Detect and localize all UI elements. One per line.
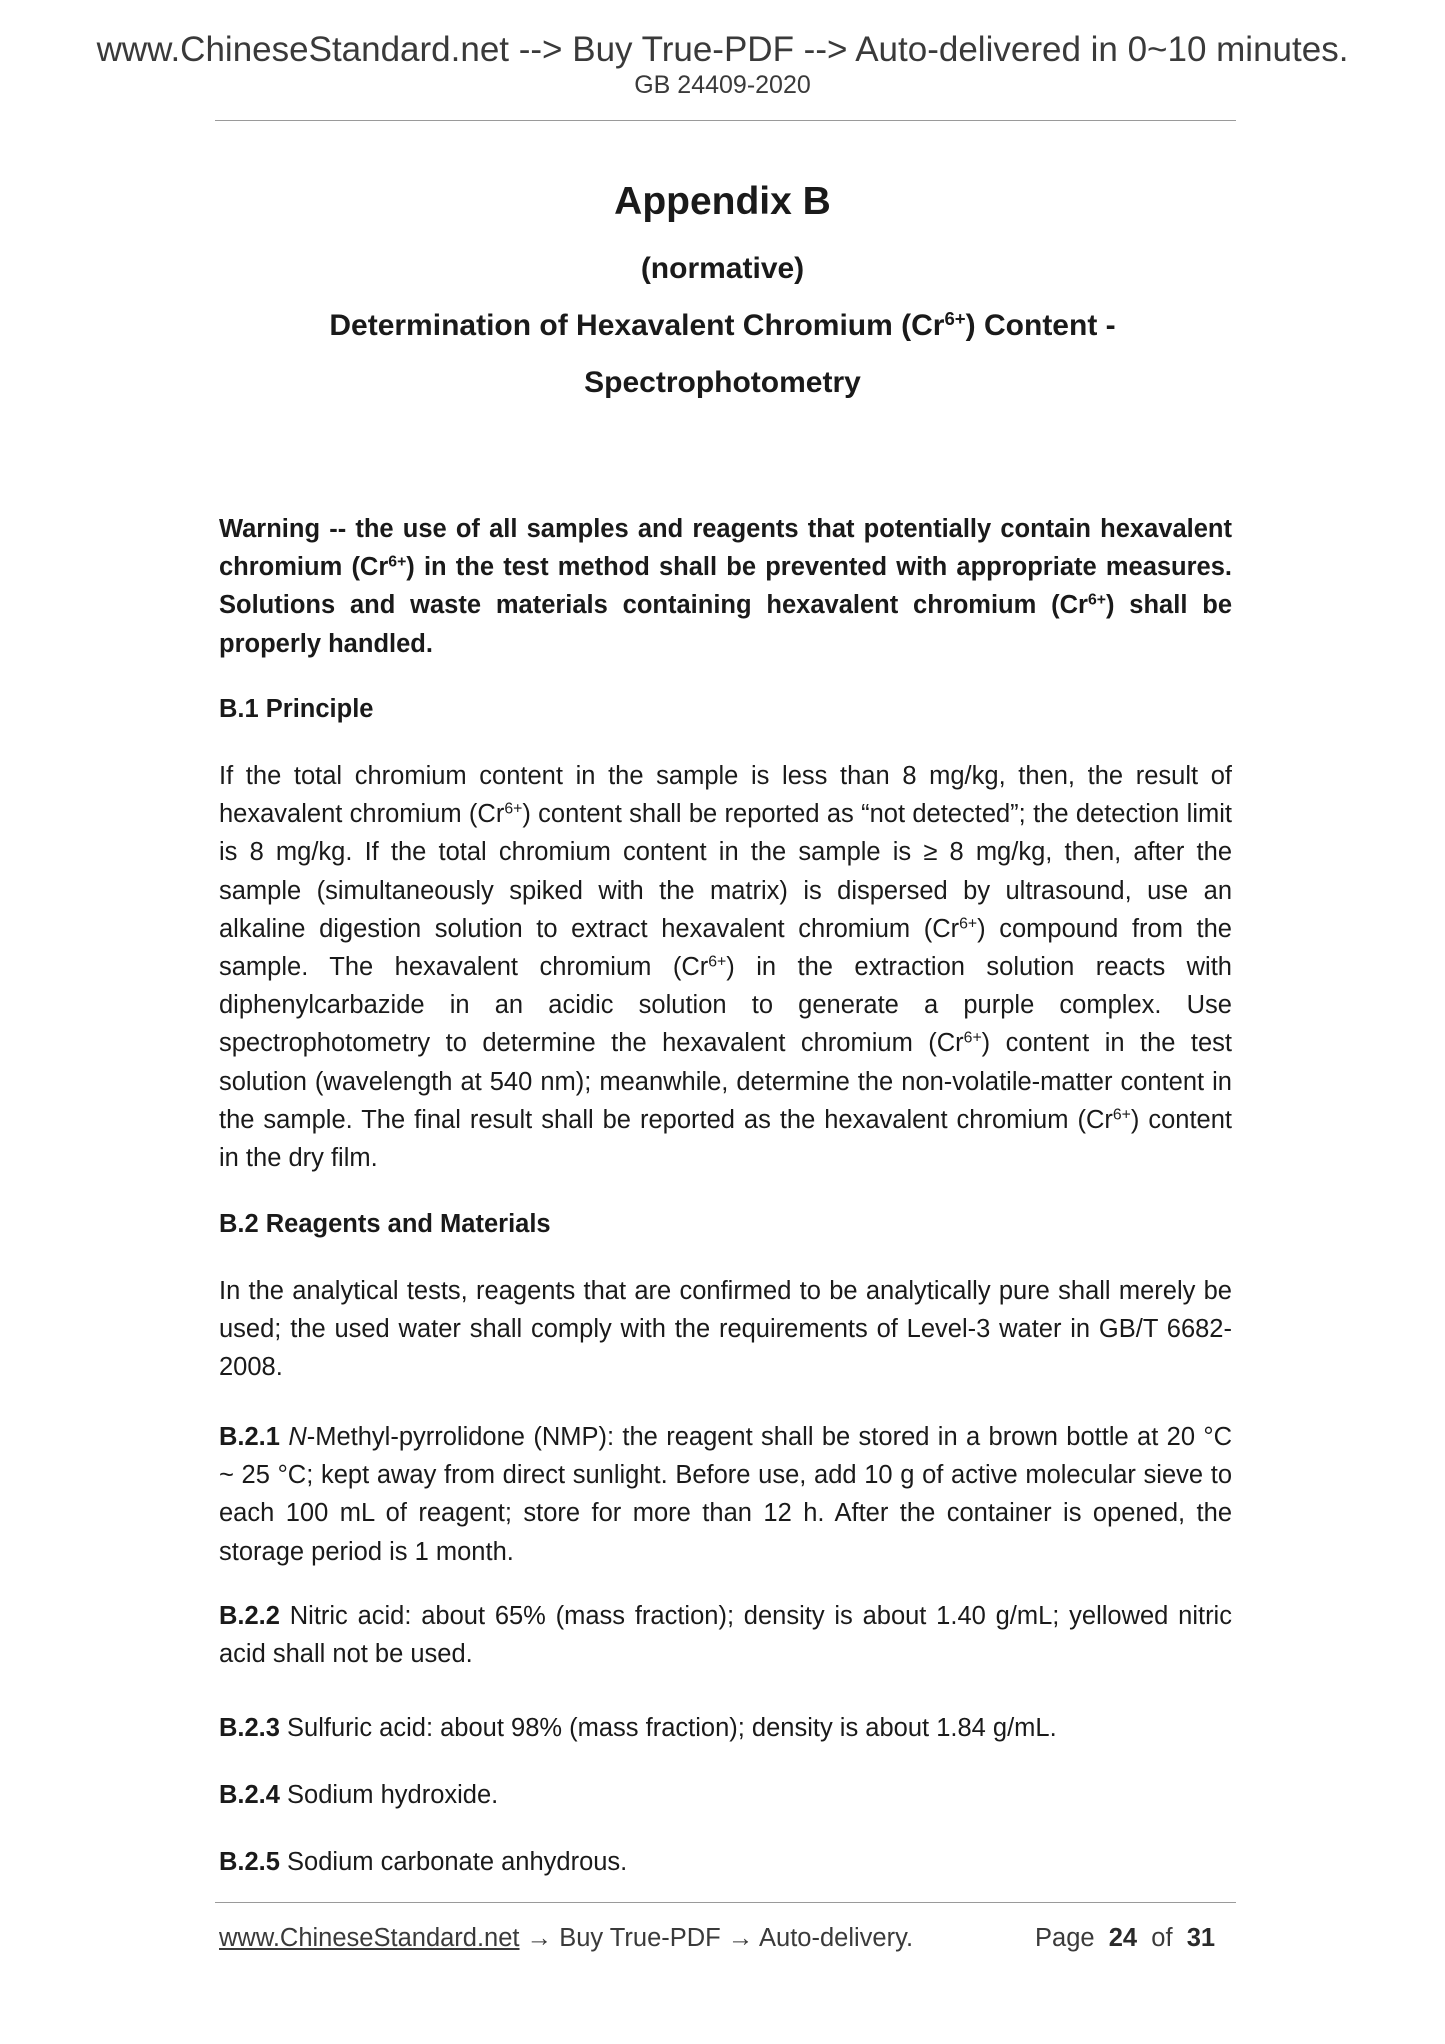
clause-b23: [219, 1709, 1232, 1747]
clause-text: Sodium carbonate anhydrous.: [287, 1848, 628, 1876]
arrow-right-icon: →: [526, 1924, 553, 1952]
title-text: Determination of Hexavalent Chromium (Cr: [329, 309, 945, 342]
footer-website-link[interactable]: www.ChineseStandard.net: [219, 1924, 520, 1952]
warning-text: Warning -- the use of all samples and reagents that potentially contain hexavalent chromium (Cr: [219, 515, 1232, 582]
superscript: 6+: [944, 307, 966, 329]
paragraph-text: ) content shall be reported as “not detected”; the detection limit is 8 mg/kg. If the total chromium content in the sample is ≥ 8 mg/kg, then, after the sample (simultaneously spiked with the matrix) is dispersed by ultrasound, use an alkaline digestion solution to extract hexavalent chromium (Cr: [219, 800, 1232, 943]
of-label: of: [1151, 1924, 1173, 1952]
footer-links: [219, 1922, 913, 1954]
clause-text: Sulfuric acid: about 98% (mass fraction); density is about 1.84 g/mL.: [287, 1714, 1057, 1742]
page-number: [1035, 1922, 1215, 1954]
section-heading-principle: B.1 Principle: [219, 695, 374, 723]
footer-delivery-text: Auto-delivery.: [759, 1924, 914, 1952]
superscript: 6+: [388, 553, 407, 571]
clause-number: B.2.5: [219, 1848, 280, 1876]
arrow-right-icon: →: [727, 1924, 754, 1952]
clause-b24: [219, 1776, 1232, 1814]
superscript: 6+: [1112, 1106, 1131, 1124]
section-heading-reagents: B.2 Reagents and Materials: [219, 1210, 551, 1238]
appendix-main-title: [0, 307, 1445, 345]
reagents-paragraph: In the analytical tests, reagents that are confirmed to be analytically pure shall merely be used; the used water shall comply with the requirements of Level-3 water in GB/T 6682-2008.: [219, 1277, 1232, 1382]
paragraph-text: ) in the extraction solution reacts with diphenylcarbazide in an acidic solution to generate a purple complex. Use spectrophotometry to determine the hexavalent chromium (Cr: [219, 953, 1232, 1058]
footer-buy-text: Buy True-PDF: [559, 1924, 721, 1952]
appendix-main-title-line2: Spectrophotometry: [584, 366, 861, 399]
superscript: 6+: [1087, 591, 1106, 609]
warning-text: ) shall be properly handled.: [219, 591, 1232, 658]
clause-text: Sodium hydroxide.: [287, 1781, 499, 1809]
clause-number: B.2.2: [219, 1602, 280, 1630]
paragraph-text: If the total chromium content in the sample is less than 8 mg/kg, then, the result of hexavalent chromium (Cr: [219, 762, 1232, 829]
clause-number: B.2.4: [219, 1781, 280, 1809]
paragraph-text: ) content in the dry film.: [219, 1105, 1232, 1173]
footer-divider: [215, 1902, 1236, 1903]
superscript: 6+: [708, 953, 727, 971]
superscript: 6+: [963, 1029, 982, 1047]
header-divider: [215, 120, 1236, 121]
clause-text: -Methyl-pyrrolidone (NMP): the reagent shall be stored in a brown bottle at 20 °C ~ 25 °C; kept away from direct sunlight. Before use, add 10 g of active molecular sieve to each 100 mL of reagent; store for more than 12 h. After the container is opened, the storage period is 1 month.: [219, 1423, 1232, 1566]
italic-text: N: [288, 1423, 307, 1451]
clause-number: B.2.1: [219, 1423, 280, 1451]
document-code: GB 24409-2020: [634, 71, 811, 99]
superscript: 6+: [504, 800, 523, 818]
paragraph-text: ) content in the test solution (wavelength at 540 nm); meanwhile, determine the non-volatile-matter content in the sample. The final result shall be reported as the hexavalent chromium (Cr: [219, 1029, 1232, 1134]
appendix-type: (normative): [640, 252, 805, 285]
clause-text: Nitric acid: about 65% (mass fraction); density is about 1.40 g/mL; yellowed nitric acid shall not be used.: [219, 1602, 1232, 1669]
clause-b22: [219, 1597, 1232, 1673]
page-label: Page: [1035, 1924, 1095, 1952]
principle-paragraph: [219, 757, 1232, 1177]
title-text: ) Content -: [965, 309, 1116, 342]
clause-number: B.2.3: [219, 1714, 280, 1742]
superscript: 6+: [959, 915, 978, 933]
total-pages: 31: [1186, 1924, 1216, 1952]
current-page: 24: [1108, 1924, 1138, 1952]
clause-b21: [219, 1418, 1232, 1571]
appendix-title: Appendix B: [614, 180, 831, 223]
paragraph-text: ) compound from the sample. The hexavalent chromium (Cr: [219, 914, 1232, 982]
warning-text: ) in the test method shall be prevented with appropriate measures. Solutions and waste materials containing hexavalent chromium (Cr: [219, 553, 1233, 620]
clause-b25: [219, 1843, 1232, 1881]
warning-paragraph: [219, 510, 1232, 663]
top-banner: www.ChineseStandard.net --> Buy True-PDF --> Auto-delivered in 0~10 minutes.: [96, 30, 1349, 69]
